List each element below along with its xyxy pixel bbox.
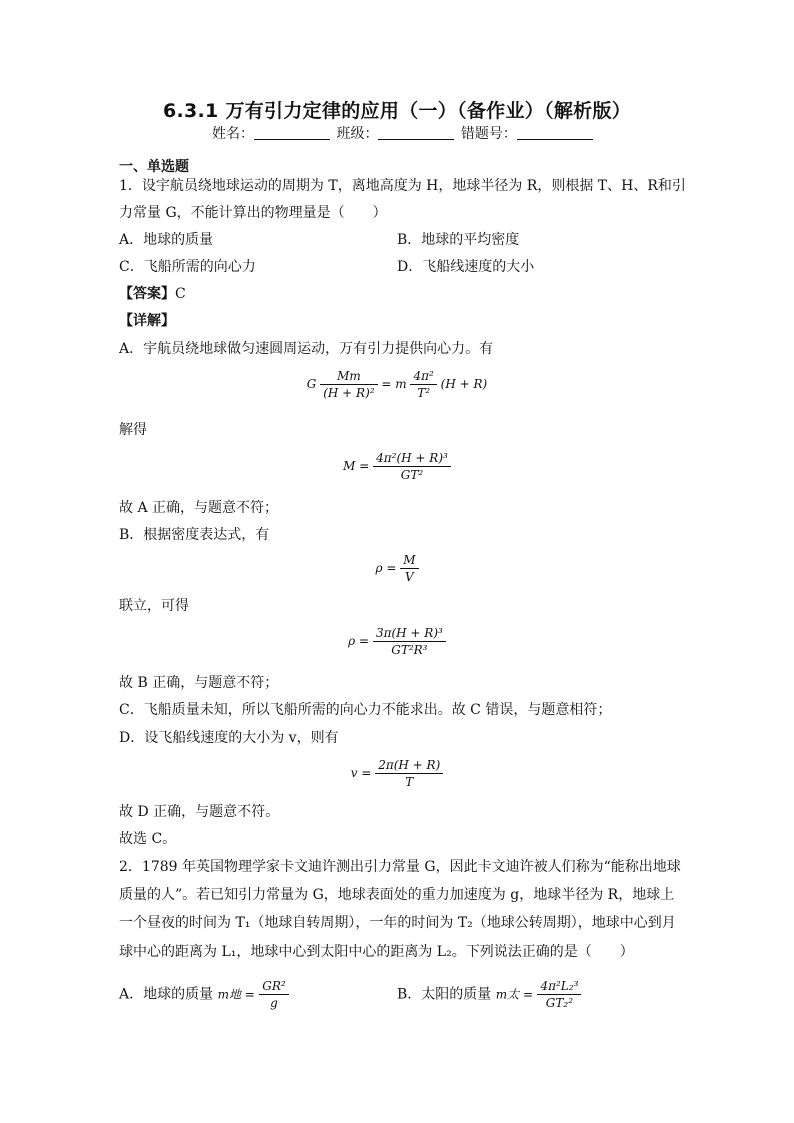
f1-num1: Mm — [320, 368, 377, 385]
f1-lhs: G — [306, 377, 317, 391]
q1-final: 故选 C。 — [119, 831, 177, 847]
f1-den2: T² — [417, 386, 431, 400]
f1-den1: (H + R)² — [323, 386, 375, 400]
class-label: 班级： — [336, 126, 379, 142]
f1-num2: 4π² — [410, 368, 436, 385]
q1-stem-line2: 力常量 G，不能计算出的物理量是（ ） — [119, 205, 387, 221]
formula-density-result — [0, 625, 794, 658]
f4-num: 3π(H + R)³ — [373, 625, 446, 642]
q2-option-b — [397, 978, 581, 1011]
f2-frac — [373, 450, 451, 483]
section-heading: 一、单选题 — [119, 159, 189, 175]
q1-detail-d: D．设飞船线速度的大小为 v，则有 — [119, 730, 339, 746]
q2-a-den: g — [270, 996, 278, 1010]
q2-stem-line1: 2．1789 年英国物理学家卡文迪许测出引力常量 G，因此卡文迪许被人们称为“能称出地球 — [119, 859, 681, 875]
q1-a-conclusion: 故 A 正确，与题意不符； — [119, 500, 279, 516]
wrong-blank[interactable] — [517, 125, 593, 140]
answer-tag: 【答案】 — [119, 286, 175, 302]
formula-gravitation — [0, 368, 794, 401]
f3-den: V — [405, 570, 414, 584]
f1-frac1 — [320, 368, 377, 401]
wrong-label: 错题号： — [460, 126, 517, 142]
student-info-line — [212, 123, 595, 143]
f2-den: GT² — [400, 468, 424, 482]
f5-frac — [375, 757, 443, 790]
q1-option-d: D．飞船线速度的大小 — [397, 259, 535, 275]
f3-num: M — [400, 552, 418, 569]
answer-value: C — [175, 286, 186, 302]
q2-a-text: A．地球的质量 — [119, 986, 214, 1003]
f5-den: T — [405, 775, 414, 789]
q2-b-frac — [537, 978, 581, 1011]
q2-a-num: GR² — [259, 978, 288, 995]
f4-frac — [373, 625, 446, 658]
f3-lhs: ρ = — [375, 561, 397, 575]
f1-eq: = m — [381, 377, 407, 391]
formula-density-def — [0, 552, 794, 585]
q1-detail-a: A．宇航员绕地球做匀速圆周运动，万有引力提供向心力。有 — [119, 341, 494, 357]
f4-den: GT²R³ — [391, 643, 428, 657]
q2-stem-line4: 球中心的距离为 L₁，地球中心到太阳中心的距离为 L₂。下列说法正确的是（ ） — [119, 944, 634, 960]
q1-stem-line1: 1．设宇航员绕地球运动的周期为 T，离地高度为 H，地球半径为 R，则根据 T、H、R和引 — [119, 178, 686, 194]
name-blank[interactable] — [254, 125, 330, 140]
q2-b-text: B．太阳的质量 — [397, 986, 492, 1003]
q2-b-den: GT₂² — [545, 996, 574, 1010]
class-blank[interactable] — [378, 125, 454, 140]
q1-option-a: A．地球的质量 — [119, 232, 214, 248]
solve-label: 解得 — [119, 422, 147, 438]
f1-frac2 — [410, 368, 436, 401]
f2-lhs: M = — [343, 459, 370, 473]
name-label: 姓名： — [212, 126, 254, 142]
f4-lhs: ρ = — [348, 634, 370, 648]
q2-option-a — [119, 978, 289, 1011]
q2-stem-line2: 质量的人”。若已知引力常量为 G，地球表面处的重力加速度为 g，地球半径为 R，地球上 — [119, 887, 675, 903]
q1-d-conclusion: 故 D 正确，与题意不符。 — [119, 804, 280, 820]
f3-frac — [400, 552, 418, 585]
f5-num: 2π(H + R) — [375, 757, 443, 774]
q1-b-conclusion: 故 B 正确，与题意不符； — [119, 675, 279, 691]
q1-answer — [119, 285, 186, 303]
combine-label: 联立，可得 — [119, 598, 189, 614]
f2-num: 4π²(H + R)³ — [373, 450, 451, 467]
formula-velocity — [0, 757, 794, 790]
q2-b-num: 4π²L₂³ — [537, 978, 581, 995]
q2-b-lhs: m太 = — [495, 987, 533, 1002]
formula-mass — [0, 450, 794, 483]
q2-a-lhs: m地 = — [217, 987, 255, 1002]
q1-option-c: C．飞船所需的向心力 — [119, 259, 256, 275]
q2-a-frac — [259, 978, 288, 1011]
q1-detail-b: B．根据密度表达式，有 — [119, 527, 270, 543]
q1-detail-c: C．飞船质量未知，所以飞船所需的向心力不能求出。故 C 错误，与题意相符； — [119, 702, 612, 718]
q1-option-b: B．地球的平均密度 — [397, 232, 520, 248]
detail-tag: 【详解】 — [119, 313, 175, 329]
f1-tail: (H + R) — [440, 377, 488, 391]
page-title: 6.3.1 万有引力定律的应用（一）（备作业）（解析版） — [162, 100, 632, 122]
f5-lhs: v = — [350, 766, 372, 780]
q2-stem-line3: 一个昼夜的时间为 T₁（地球自转周期），一年的时间为 T₂（地球公转周期），地球中心到月 — [119, 915, 676, 931]
